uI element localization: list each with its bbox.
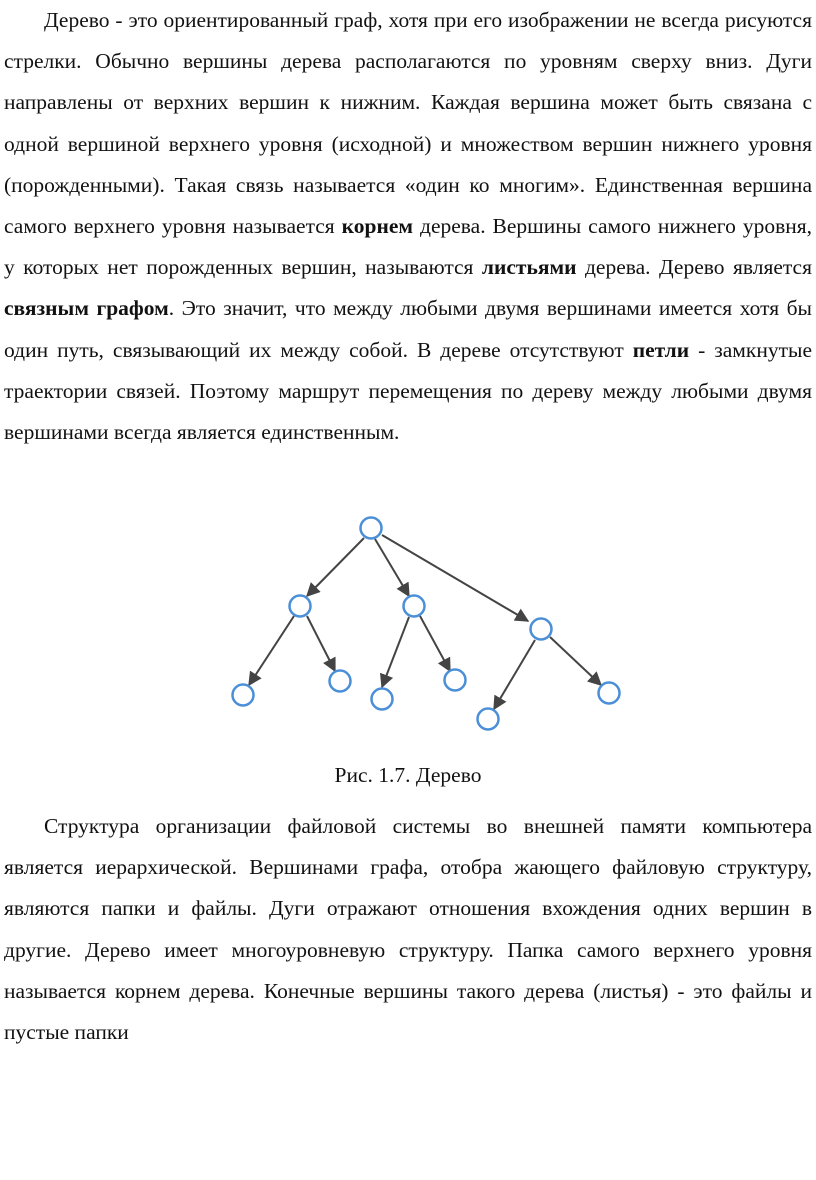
term-loops: петли [632,337,690,362]
tree-diagram [4,492,812,742]
node-level1-c [531,619,552,640]
node-leaf-1 [233,685,254,706]
edge-n1-to-leaf2 [307,616,335,671]
edge-n3-to-leaf5 [494,640,535,709]
node-leaf-4 [445,670,466,691]
node-leaf-6 [599,683,620,704]
edge-n2-to-leaf3 [382,617,409,687]
node-leaf-3 [372,689,393,710]
term-connected-graph: связным графом [4,296,169,321]
edge-n3-to-leaf6 [550,637,601,685]
term-root: корнем [341,214,414,239]
node-level1-a [290,596,311,617]
node-leaf-2 [330,671,351,692]
term-leaves: листьями [481,255,577,280]
paragraph-file-system: Структура организации файловой системы во внешней памяти компьютера является иерархической. Вершинами графа, отобра жающего файловую структуру, являются папки и файлы. Дуги отражают отношения вхождения одних вершин в другие. Дерево имеет многоуровневую структуру. Папка самого верхнего уровня называется корнем дерева. Конечные вершины такого дерева (листья) - это файлы и пустые папки [4,814,812,1045]
para1-text-3: дерева. Дерево является [576,255,812,280]
edge-n2-to-leaf4 [420,616,450,671]
edge-root-to-n1 [307,538,364,596]
para1-text-2: дерева. Вершины самого нижнего уровня, у которых нет порожденных вершин, называются [4,214,812,280]
para1-text-5: - замкнутые траектории связей. Поэтому маршрут перемещения по дереву между любыми двумя вершинами всегда является единственным. [4,337,812,445]
para1-text-1: Дерево - это ориентированный граф, хотя при его изображении не всегда рисуются стрелки. Обычно вершины дерева располагаются по уровням сверху вниз. Дуги направлены от верхних вершин к нижним. Каждая вершина может быть связана с одной вершиной верхнего уровня (исходной) и множеством вершин нижнего уровня (порожденными). Такая связь называется «один ко многим». Единственная вершина самого верхнего уровня называется [4,8,812,239]
node-root [361,518,382,539]
edge-n1-to-leaf1 [249,616,294,685]
para1-text-4: . Это значит, что между любыми двумя вершинами имеется хотя бы один путь, связывающий их между собой. В дереве отсутствуют [4,296,812,362]
node-level1-b [404,596,425,617]
node-leaf-5 [478,709,499,730]
figure-caption: Рис. 1.7. Дерево [334,763,482,787]
tree-nodes [233,518,620,730]
paragraph-tree-definition [4,0,812,453]
